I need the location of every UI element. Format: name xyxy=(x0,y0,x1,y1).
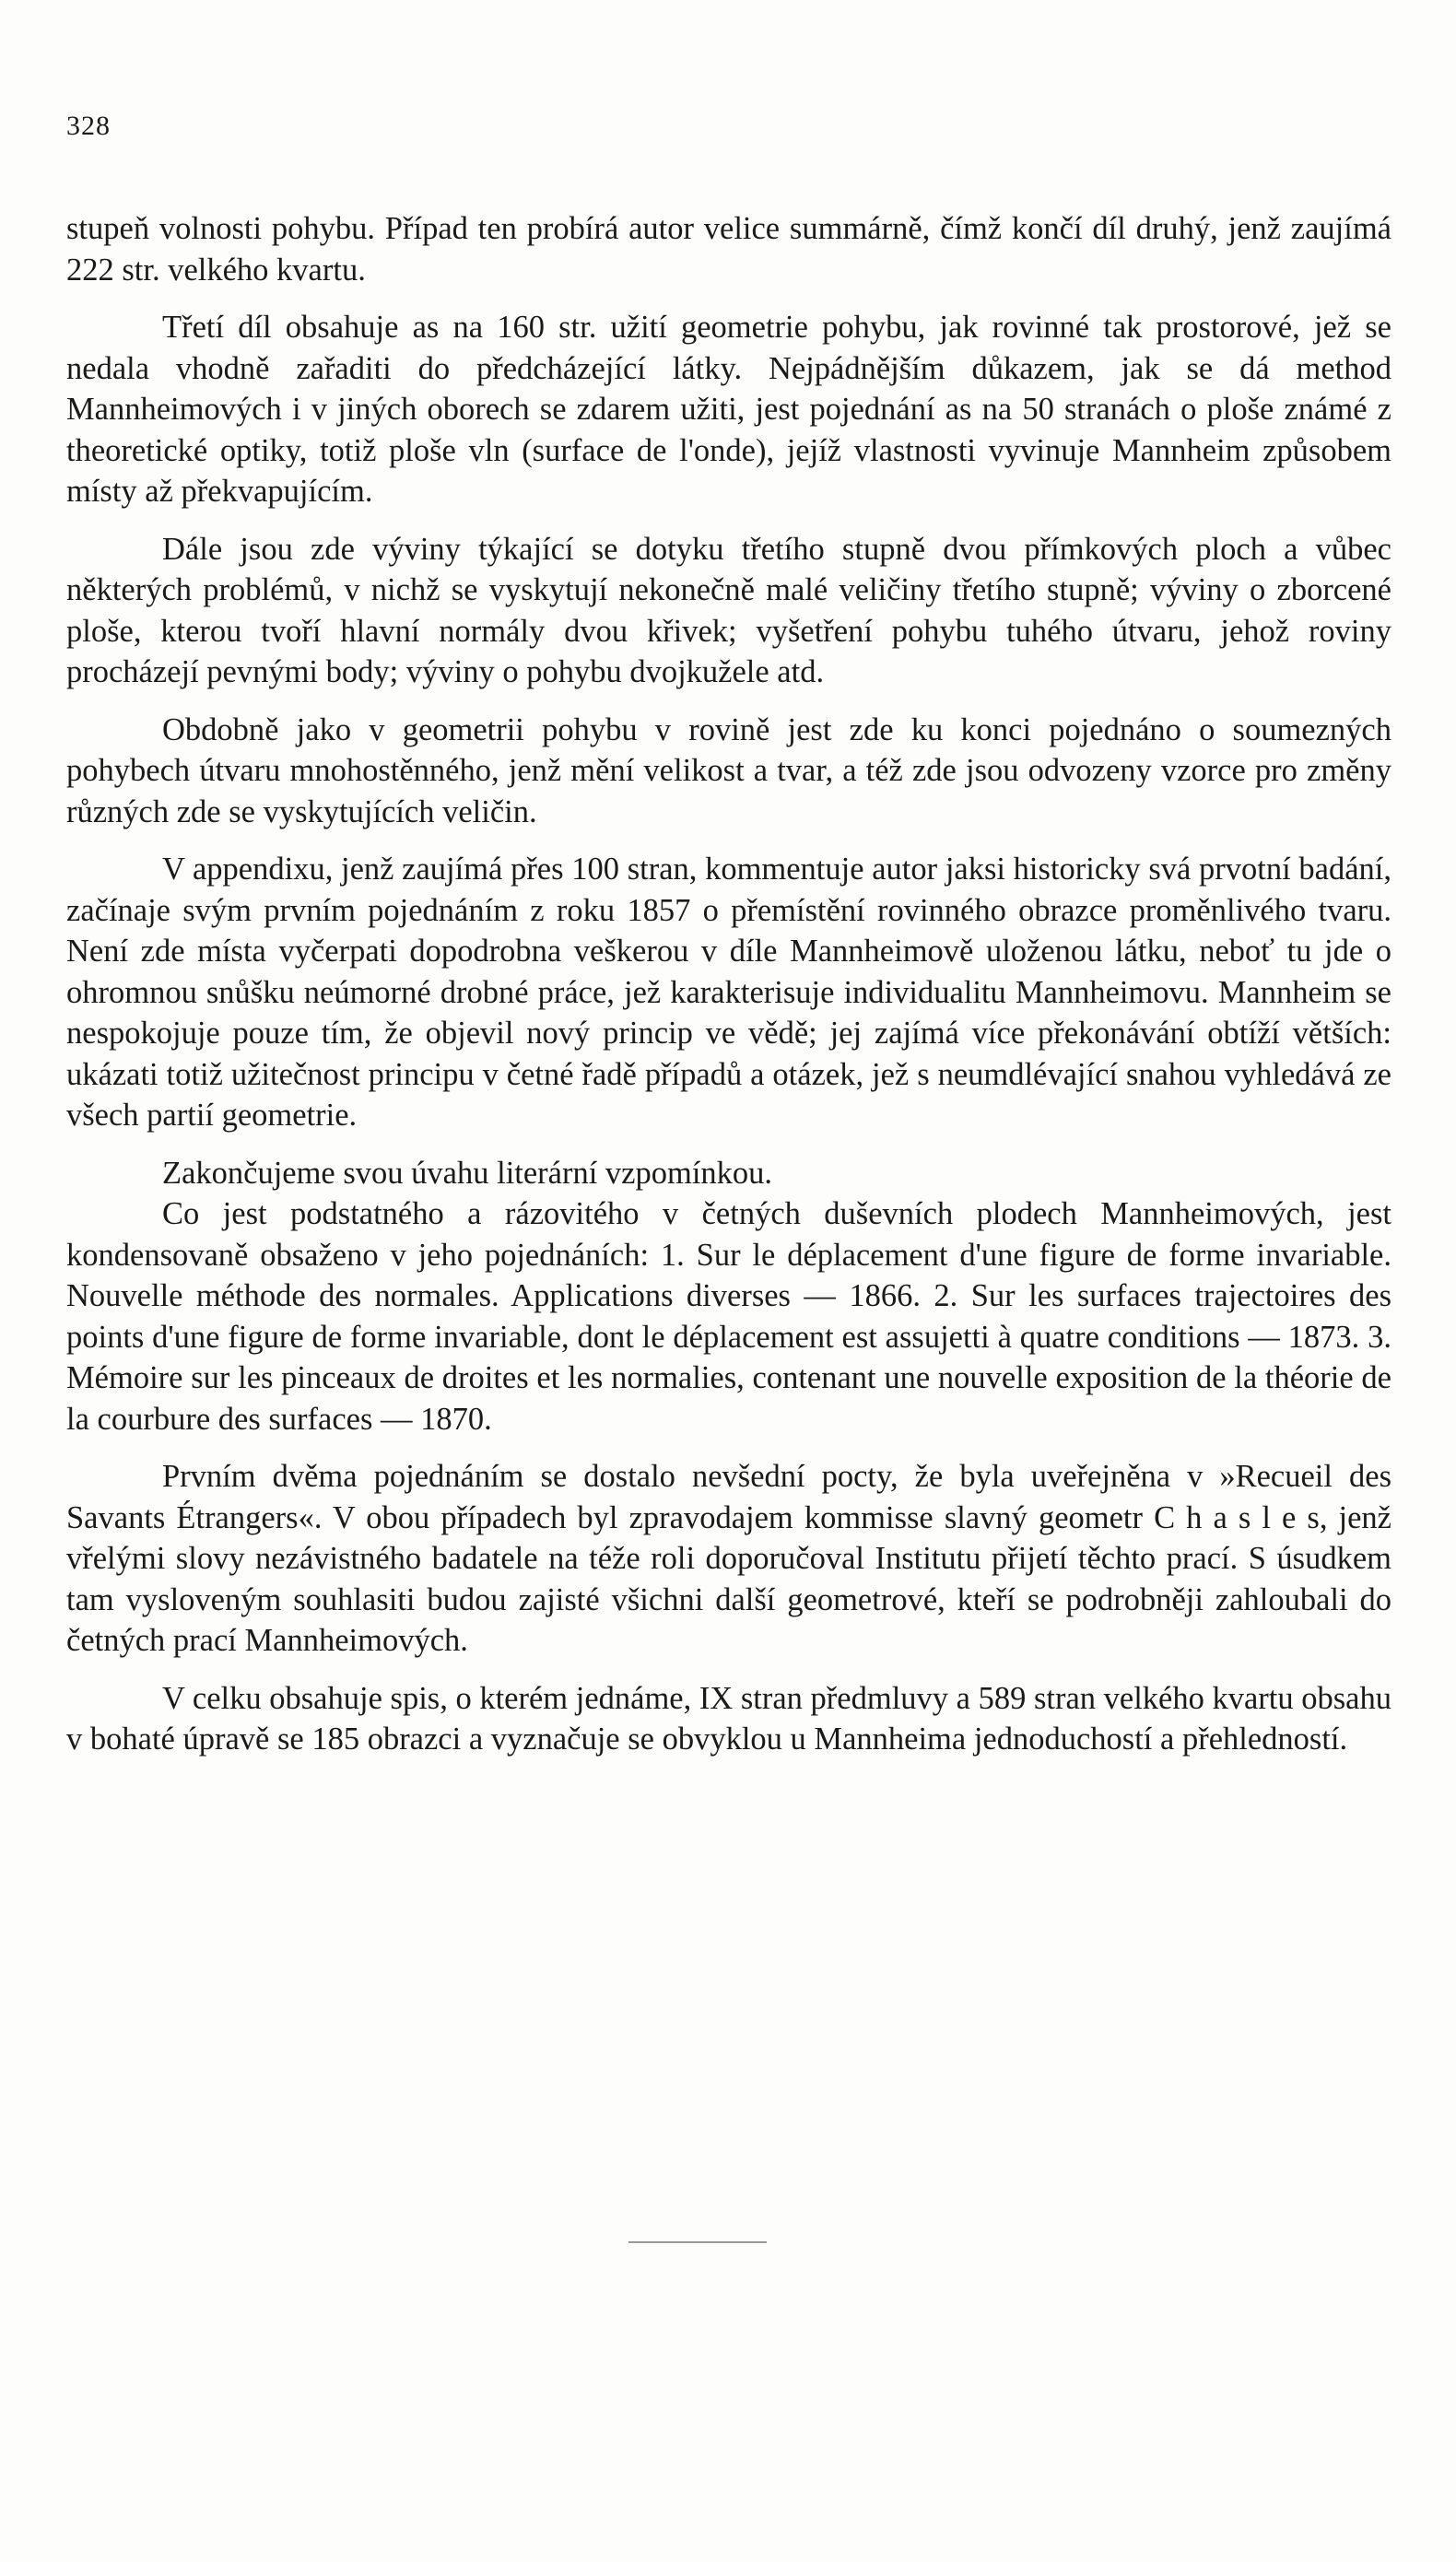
paragraph: Co jest podstatného a rázovitého v četných duševních plodech Mannheimových, jest kondensovaně obsaženo v jeho pojednáních: 1. Sur le déplacement d'une figure de forme invariable. Nouvelle méthode des normales. Applications diverses — 1866. 2. Sur les surfaces trajectoires des points d'une figure de forme invariable, dont le déplacement est assujetti à quatre conditions — 1873. 3. Mémoire sur les pinceaux de droites et les normalies, contenant une nouvelle exposition de la théorie de la courbure des surfaces — 1870. xyxy=(66,1196,1391,1437)
paragraph: V celku obsahuje spis, o kterém jednáme, IX stran předmluvy a 589 stran velkého kvartu obsahu v bohaté úpravě se 185 obrazci a vyznačuje se obvyklou u Mannheima jednoduchostí a přehledností. xyxy=(66,1680,1391,1757)
end-divider xyxy=(628,2241,767,2243)
paragraph: Prvním dvěma pojednáním se dostalo nevšední pocty, že byla uveřejněna v »Recueil des Savants Étrangers«. V obou případech byl zpravodajem kommisse slavný geometr C h a s l e s, jenž vřelými slovy nezávistného badatele na téže roli doporučoval Institutu přijetí těchto prací. S úsudkem tam vysloveným souhlasiti budou zajisté všichni další geometrové, kteří se podrobněji zahloubali do četných prací Mannheimových. xyxy=(66,1459,1391,1658)
page-number: 328 xyxy=(66,111,111,141)
paragraph: V appendixu, jenž zaujímá přes 100 stran, kommentuje autor jaksi historicky svá prvotní badání, začínaje svým prvním pojednáním z roku 1857 o přemístění rovinného obrazce proměnlivého tvaru. Není zde místa vyčerpati dopodrobna veškerou v díle Mannheimově uloženou látku, neboť tu jde o ohromnou snůšku neúmorné drobné práce, jež karakterisuje individualitu Mannheimovu. Mannheim se nespokojuje pouze tím, že objevil nový princip ve vědě; jej zajímá více překonávání obtíží větších: ukázati totiž užitečnost principu v četné řadě případů a otázek, jež s neumdlévající snahou vyhledává ze všech partií geometrie. xyxy=(66,852,1391,1133)
paragraph: Dále jsou zde vývinу týkající se dotyku třetího stupně dvou přímkových ploch a vůbec některých problémů, v nichž se vyskytují nekonečně malé veličiny třetího stupně; vývinу o zborcené ploše, kterou tvoří hlavní normály dvou křivek; vyšetření pohybu tuhého útvaru, jehož roviny procházejí pevnými body; vývinу o pohybu dvojkužele atd. xyxy=(66,531,1391,689)
paragraph: Třetí díl obsahuje as na 160 str. užití geometrie pohybu, jak rovinné tak prostorové, jež se nedala vhodně zařaditi do předcházející látky. Nejpádnějším důkazem, jak se dá method Mannheimových i v jiných oborech se zdarem užiti, jest pojednání as na 50 stranách o ploše známé z theoretické optiky, totiž ploše vln (surface de l'onde), jejíž vlastnosti vyvinuje Mannheim způsobem místy až překvapujícím. xyxy=(66,310,1391,509)
body-text xyxy=(66,208,1391,1760)
paragraph: Zakončujeme svou úvahu literární vzpomínkou. xyxy=(162,1155,773,1191)
paragraph: stupeň volnosti pohybu. Případ ten probírá autor velice summárně, čímž končí díl druhý, jenž zaujímá 222 str. velkého kvartu. xyxy=(66,211,1391,288)
paragraph: Obdobně jako v geometrii pohybu v rovině jest zde ku konci pojednáno o soumezných pohybech útvaru mnohostěnného, jenž mění velikost a tvar, a též zde jsou odvozeny vzorce pro změny různých zde se vyskytujících veličin. xyxy=(66,711,1391,829)
